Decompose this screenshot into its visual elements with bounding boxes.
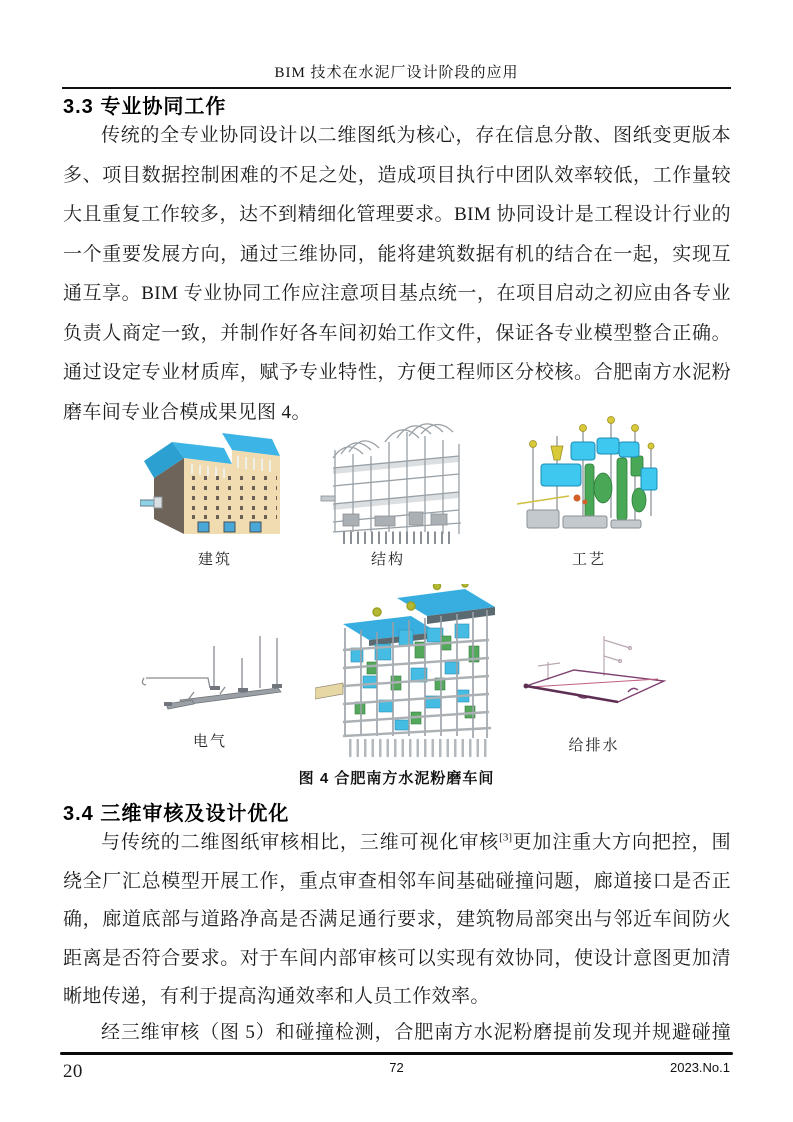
panel-label-structure: 结构 [370, 552, 405, 568]
figure-caption: 图 4 合肥南方水泥粉磨车间 [298, 770, 495, 787]
panel-label-plumbing: 给排水 [568, 738, 620, 754]
section-heading-3-4: 3.4 三维审核及设计优化 [63, 803, 290, 825]
reference-mark-3: [3] [499, 831, 512, 844]
paragraph-review [63, 824, 731, 1017]
architecture-model-image [140, 416, 290, 544]
figure-panel-combined-model [315, 584, 501, 760]
footer-divider [60, 1052, 733, 1055]
review-text-after-ref: 更加注重大方向把控，围绕全厂汇总模型开展工作，重点审查相邻车间基础碰撞问题，廊道接口是否正确，廊道底部与道路净高是否满足通行要求，建筑物局部突出与邻近车间防火距离是否符合要求。对于车间内部审核可以实现有效协同，使设计意图更加清晰地传递，有利于提高沟通效率和人员工作效率。 [63, 832, 731, 1008]
panel-label-process: 工艺 [571, 552, 606, 568]
electrical-model-image [130, 630, 290, 716]
figure-panel-electrical [130, 630, 290, 751]
figure-panel-architecture [140, 416, 290, 569]
page-number: 72 [389, 1060, 404, 1075]
panel-label-electrical: 电气 [192, 734, 227, 750]
issue-label: 2023.No.1 [670, 1060, 730, 1075]
paragraph-collision: 经三维审核（图 5）和碰撞检测，合肥南方水泥粉磨提前发现并规避碰撞 20 [63, 1022, 731, 1082]
combined-model-image [315, 584, 501, 760]
structure-model-image [313, 410, 463, 544]
process-model-image [513, 408, 665, 544]
figure-panel-process [513, 408, 665, 569]
panel-label-architecture: 建筑 [197, 552, 232, 568]
running-header: BIM 技术在水泥厂设计阶段的应用 [274, 65, 519, 81]
plumbing-model-image [518, 630, 670, 710]
section-heading-3-3: 3.3 专业协同工作 [63, 96, 227, 118]
header-divider [62, 87, 731, 89]
review-text-before-ref: 与传统的二维图纸审核相比，三维可视化审核 [101, 832, 500, 853]
figure-panel-structure [313, 410, 463, 569]
figure-panel-plumbing [518, 630, 670, 755]
paragraph-collaboration: 传统的全专业协同设计以二维图纸为核心，存在信息分散、图纸变更版本多、项目数据控制困难的不足之处，造成项目执行中团队效率较低，工作量较大且重复工作较多，达不到精细化管理要求。BIM 协同设计是工程设计行业的一个重要发展方向，通过三维协同，能将建筑数据有机的结合在一起，实现互通互享。BIM 专业协同工作应注意项目基点统一，在项目启动之初应由各专业负责人商定一致，并制作好各车间初始工作文件，保证各专业模型整合正确。通过设定专业材质库，赋予专业特性，方便工程师区分校核。合肥南方水泥粉磨车间专业合模成果见图 4。 [63, 125, 731, 423]
figure-4 [0, 408, 793, 768]
